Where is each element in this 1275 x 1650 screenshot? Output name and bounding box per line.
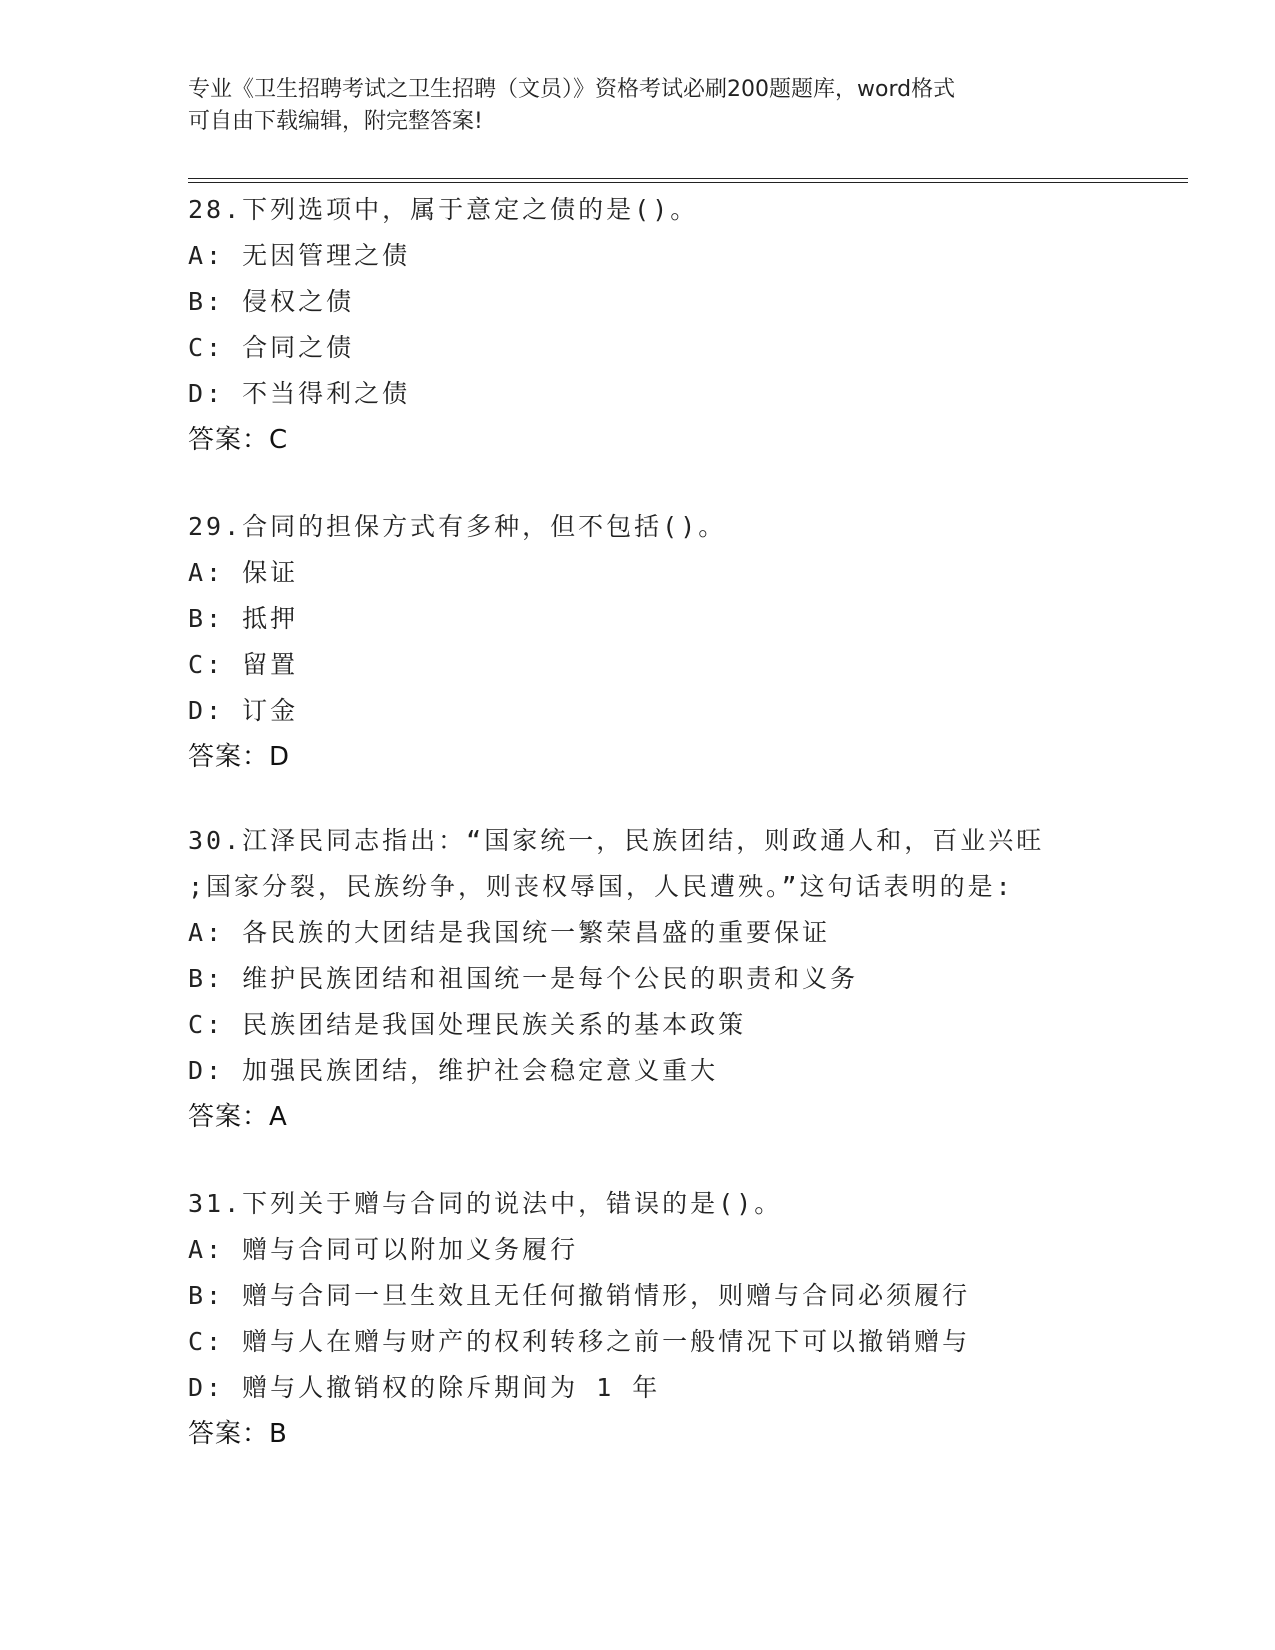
question-stem-continued: ;国家分裂，民族纷争，则丧权辱国，人民遭殃。”这句话表明的是: [188, 872, 1014, 901]
question-stem: 28.下列选项中，属于意定之债的是()。 [188, 195, 699, 224]
option-a: A: 赠与合同可以附加义务履行 [188, 1235, 579, 1264]
question-stem: 29.合同的担保方式有多种，但不包括()。 [188, 512, 727, 541]
option-d: D: 订金 [188, 696, 299, 725]
option-c: C: 赠与人在赠与财产的权利转移之前一般情况下可以撤销赠与 [188, 1327, 971, 1356]
header-line-1: 专业《卫生招聘考试之卫生招聘（文员）》资格考试必刷200题题库，word格式 [188, 77, 956, 102]
option-b: B: 抵押 [188, 604, 299, 633]
header-divider-top [188, 178, 1188, 179]
option-d: D: 加强民族团结，维护社会稳定意义重大 [188, 1056, 719, 1085]
option-c: C: 民族团结是我国处理民族关系的基本政策 [188, 1010, 747, 1039]
answer-label: 答案：C [188, 425, 289, 455]
question-stem: 30.江泽民同志指出：“国家统一，民族团结，则政通人和，百业兴旺 [188, 826, 1045, 855]
header-line-2: 可自由下载编辑，附完整答案! [188, 109, 483, 134]
question-29 [188, 504, 1188, 780]
option-d: D: 赠与人撤销权的除斥期间为 1 年 [188, 1373, 661, 1402]
option-b: B: 侵权之债 [188, 287, 355, 316]
question-30 [188, 818, 1188, 1140]
option-b: B: 赠与合同一旦生效且无任何撤销情形，则赠与合同必须履行 [188, 1281, 971, 1310]
answer-label: 答案：B [188, 1419, 288, 1449]
header-divider-bottom [188, 182, 1188, 183]
question-28 [188, 187, 1188, 463]
document-header [188, 74, 1068, 138]
option-c: C: 合同之债 [188, 333, 355, 362]
option-d: D: 不当得利之债 [188, 379, 411, 408]
option-a: A: 无因管理之债 [188, 241, 411, 270]
option-a: A: 保证 [188, 558, 299, 587]
question-31 [188, 1181, 1188, 1457]
option-b: B: 维护民族团结和祖国统一是每个公民的职责和义务 [188, 964, 859, 993]
question-stem: 31.下列关于赠与合同的说法中，错误的是()。 [188, 1189, 783, 1218]
option-c: C: 留置 [188, 650, 299, 679]
option-a: A: 各民族的大团结是我国统一繁荣昌盛的重要保证 [188, 918, 831, 947]
answer-label: 答案：A [188, 1102, 288, 1132]
answer-label: 答案：D [188, 742, 291, 772]
